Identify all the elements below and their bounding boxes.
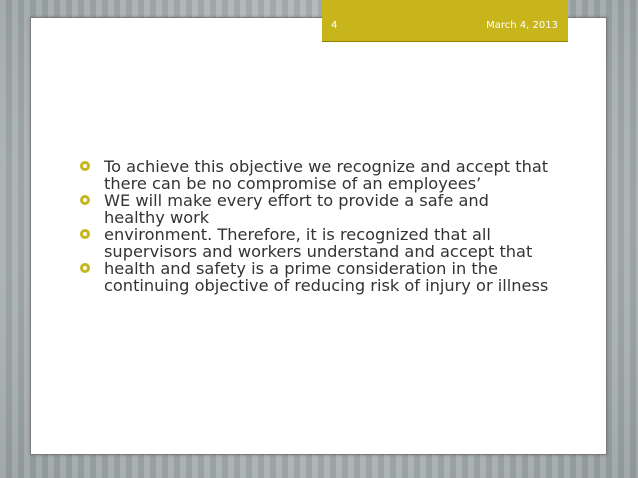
bullet-item: [80, 158, 550, 192]
bullet-item: [80, 192, 550, 226]
bullet-text: To achieve this objective we recognize and accept that there can be no compromise of an employees’: [104, 157, 549, 193]
bullet-text: WE will make every effort to provide a safe and healthy work: [104, 191, 489, 227]
bullet-list: [80, 158, 550, 294]
header-divider: [322, 41, 568, 42]
bullet-circle-icon: [80, 229, 90, 239]
bullet-text: health and safety is a prime consideration in the continuing objective of reducing risk of injury or illness: [104, 259, 549, 295]
slide-date: March 4, 2013: [486, 20, 558, 31]
bullet-text: environment. Therefore, it is recognized that all supervisors and workers understand and accept that: [104, 225, 533, 261]
bullet-item: [80, 226, 550, 260]
slide-number: 4: [331, 20, 338, 31]
bullet-circle-icon: [80, 195, 90, 205]
bullet-circle-icon: [80, 161, 90, 171]
bullet-circle-icon: [80, 263, 90, 273]
bullet-item: [80, 260, 550, 294]
